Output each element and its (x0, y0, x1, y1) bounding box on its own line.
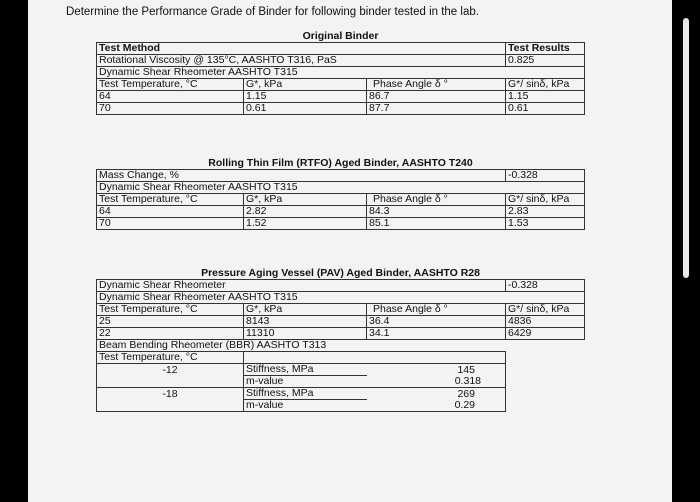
cell-value: 1.15 (506, 91, 585, 103)
row-label: Dynamic Shear Rheometer AASHTO T315 (97, 67, 585, 79)
column-header: G*/ sinδ, kPa (506, 79, 585, 91)
table-row (97, 31, 585, 43)
row-label: Dynamic Shear Rheometer AASHTO T315 (97, 182, 585, 194)
cell-value: -18 (97, 388, 244, 400)
column-header: Phase Angle δ ° (367, 79, 506, 91)
page-heading: Determine the Performance Grade of Binder for following binder tested in the lab. (66, 6, 479, 18)
cell-value: 22 (97, 328, 244, 340)
cell-value: 87.7 (367, 103, 506, 115)
table-row (97, 170, 585, 182)
table-row (97, 376, 585, 388)
cell-value: 85.1 (367, 218, 506, 230)
table-row (97, 103, 585, 115)
column-header: Test Temperature, °C (97, 194, 244, 206)
original-binder-table (96, 31, 585, 115)
rtfo-binder-table (96, 158, 585, 230)
table-row (97, 292, 585, 304)
cell-value: 64 (97, 91, 244, 103)
cell-value: 1.53 (506, 218, 585, 230)
section-title: Pressure Aging Vessel (PAV) Aged Binder, AASHTO R28 (201, 268, 480, 280)
cell-value: 11310 (244, 328, 367, 340)
cell-value: 25 (97, 316, 244, 328)
cell-value: 145 (367, 364, 506, 376)
cell-value: 70 (97, 218, 244, 230)
table-row (97, 388, 585, 400)
cell-value: 1.15 (244, 91, 367, 103)
column-header: Phase Angle δ ° (367, 304, 506, 316)
table-row (97, 340, 585, 352)
table-row (97, 79, 585, 91)
table-row (97, 55, 585, 67)
section-title: Rolling Thin Film (RTFO) Aged Binder, AASHTO T240 (208, 158, 473, 170)
table-row (97, 91, 585, 103)
cell-value: 4836 (506, 316, 585, 328)
cell-value: 0.29 (367, 400, 506, 412)
table-row (97, 352, 585, 364)
table-row (97, 194, 585, 206)
table-row (97, 158, 585, 170)
table-row (97, 304, 585, 316)
column-header: G*/ sinδ, kPa (506, 194, 585, 206)
cell-value: 34.1 (367, 328, 506, 340)
row-label: Dynamic Shear Rheometer (97, 280, 506, 292)
table-row (97, 364, 585, 376)
row-label: Mass Change, % (97, 170, 506, 182)
row-label: Stiffness, MPa (244, 364, 367, 376)
row-label: Stiffness, MPa (244, 388, 367, 400)
column-header: G*/ sinδ, kPa (506, 304, 585, 316)
cell-value: 6429 (506, 328, 585, 340)
pav-binder-table (96, 268, 585, 412)
cell-value: 64 (97, 206, 244, 218)
table-row (97, 43, 585, 55)
cell-value: 84.3 (367, 206, 506, 218)
column-header: G*, kPa (244, 304, 367, 316)
cell-value: 8143 (244, 316, 367, 328)
cell-value: 70 (97, 103, 244, 115)
cell-value: -0.328 (506, 170, 585, 182)
table-row (97, 206, 585, 218)
row-label: m-value (244, 400, 367, 412)
table-row (97, 400, 585, 412)
cell-value: 0.318 (367, 376, 506, 388)
table-row (97, 268, 585, 280)
table-row (97, 67, 585, 79)
column-header: Phase Angle δ ° (367, 194, 506, 206)
column-header: Test Method (97, 43, 506, 55)
cell-value: 0.825 (506, 55, 585, 67)
cell-value: -12 (97, 364, 244, 376)
column-header: Test Temperature, °C (97, 352, 244, 364)
scrollbar[interactable] (683, 18, 689, 278)
column-header: Test Temperature, °C (97, 304, 244, 316)
cell-value: 36.4 (367, 316, 506, 328)
table-row (97, 316, 585, 328)
cell-value: 2.83 (506, 206, 585, 218)
cell-value: 2.82 (244, 206, 367, 218)
cell-value: 0.61 (244, 103, 367, 115)
column-header: Test Results (506, 43, 585, 55)
cell-value: 269 (367, 388, 506, 400)
column-header: Test Temperature, °C (97, 79, 244, 91)
row-label: Beam Bending Rheometer (BBR) AASHTO T313 (97, 340, 506, 352)
column-header: G*, kPa (244, 194, 367, 206)
cell-value: 0.61 (506, 103, 585, 115)
table-row (97, 182, 585, 194)
section-title: Original Binder (302, 31, 379, 43)
row-label: Dynamic Shear Rheometer AASHTO T315 (97, 292, 585, 304)
cell-value: 86.7 (367, 91, 506, 103)
cell-value: 1.52 (244, 218, 367, 230)
column-header: G*, kPa (244, 79, 367, 91)
row-label: Rotational Viscosity @ 135°C, AASHTO T316, PaS (97, 55, 506, 67)
table-row (97, 280, 585, 292)
table-row (97, 328, 585, 340)
table-row (97, 218, 585, 230)
row-label: m-value (244, 376, 367, 388)
cell-value: -0.328 (506, 280, 585, 292)
